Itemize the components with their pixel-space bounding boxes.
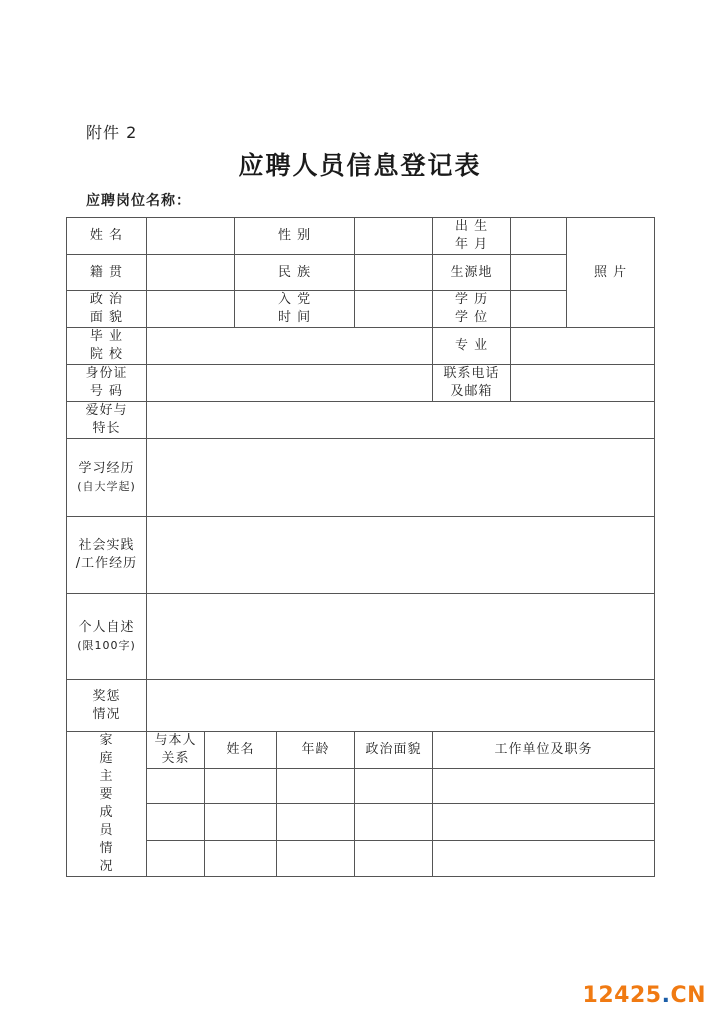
gender-label: 性 别 <box>235 218 355 255</box>
school-field[interactable] <box>147 328 433 365</box>
site-watermark-logo <box>583 983 706 1008</box>
family-cell[interactable] <box>277 840 355 876</box>
study-history-title: 学习经历 <box>78 460 135 476</box>
family-cell[interactable] <box>355 804 433 840</box>
contact-field[interactable] <box>511 365 655 402</box>
family-cell[interactable] <box>277 804 355 840</box>
watermark-dot: . <box>661 983 671 1008</box>
awards-label: 奖惩 情况 <box>67 680 147 732</box>
family-col-age: 年龄 <box>277 732 355 769</box>
education-label: 学 历 学 位 <box>433 291 511 328</box>
origin-field[interactable] <box>511 255 567 291</box>
gender-field[interactable] <box>355 218 433 255</box>
family-col-relation: 与本人 关系 <box>147 732 205 769</box>
political-status-label: 政 治 面 貌 <box>67 291 147 328</box>
self-statement-title: 个人自述 <box>78 619 135 635</box>
family-cell[interactable] <box>355 840 433 876</box>
major-label: 专 业 <box>433 328 511 365</box>
family-cell[interactable] <box>205 840 277 876</box>
photo-box[interactable]: 照 片 <box>567 218 655 328</box>
party-join-date-field[interactable] <box>355 291 433 328</box>
ethnic-label: 民 族 <box>235 255 355 291</box>
hobby-field[interactable] <box>147 402 655 439</box>
hobby-label: 爱好与 特长 <box>67 402 147 439</box>
family-cell[interactable] <box>147 769 205 804</box>
work-history-label: 社会实践 /工作经历 <box>67 517 147 594</box>
family-cell[interactable] <box>205 769 277 804</box>
family-col-name: 姓名 <box>205 732 277 769</box>
name-label: 姓 名 <box>67 218 147 255</box>
position-name-label: 应聘岗位名称： <box>86 193 191 209</box>
self-statement-label <box>67 594 147 680</box>
birth-label: 出 生 年 月 <box>433 218 511 255</box>
education-field[interactable] <box>511 291 567 328</box>
family-cell[interactable] <box>433 769 655 804</box>
name-field[interactable] <box>147 218 235 255</box>
study-history-label <box>67 439 147 517</box>
major-field[interactable] <box>511 328 655 365</box>
form-title: 应聘人员信息登记表 <box>238 151 482 180</box>
awards-field[interactable] <box>147 680 655 732</box>
family-col-employer: 工作单位及职务 <box>433 732 655 769</box>
watermark-tld: CN <box>670 983 706 1008</box>
political-status-field[interactable] <box>147 291 235 328</box>
ethnic-field[interactable] <box>355 255 433 291</box>
id-number-label: 身份证 号 码 <box>67 365 147 402</box>
family-cell[interactable] <box>147 840 205 876</box>
family-members-label: 家 庭 主 要 成 员 情 况 <box>67 732 147 877</box>
study-history-field[interactable] <box>147 439 655 517</box>
work-history-field[interactable] <box>147 517 655 594</box>
party-join-date-label: 入 党 时 间 <box>235 291 355 328</box>
self-statement-field[interactable] <box>147 594 655 680</box>
family-cell[interactable] <box>147 804 205 840</box>
family-cell[interactable] <box>433 804 655 840</box>
school-label: 毕 业 院 校 <box>67 328 147 365</box>
id-number-field[interactable] <box>147 365 433 402</box>
origin-label: 生源地 <box>433 255 511 291</box>
contact-label: 联系电话 及邮箱 <box>433 365 511 402</box>
self-statement-note: (限100字) <box>77 638 136 652</box>
family-cell[interactable] <box>205 804 277 840</box>
family-cell[interactable] <box>355 769 433 804</box>
native-place-label: 籍 贯 <box>67 255 147 291</box>
family-col-political: 政治面貌 <box>355 732 433 769</box>
attachment-label: 附件 2 <box>86 123 138 142</box>
native-place-field[interactable] <box>147 255 235 291</box>
study-history-note: (自大学起) <box>77 479 136 493</box>
family-cell[interactable] <box>277 769 355 804</box>
watermark-number: 12425 <box>582 983 662 1008</box>
registration-form-table <box>66 217 655 877</box>
family-cell[interactable] <box>433 840 655 876</box>
birth-field[interactable] <box>511 218 567 255</box>
